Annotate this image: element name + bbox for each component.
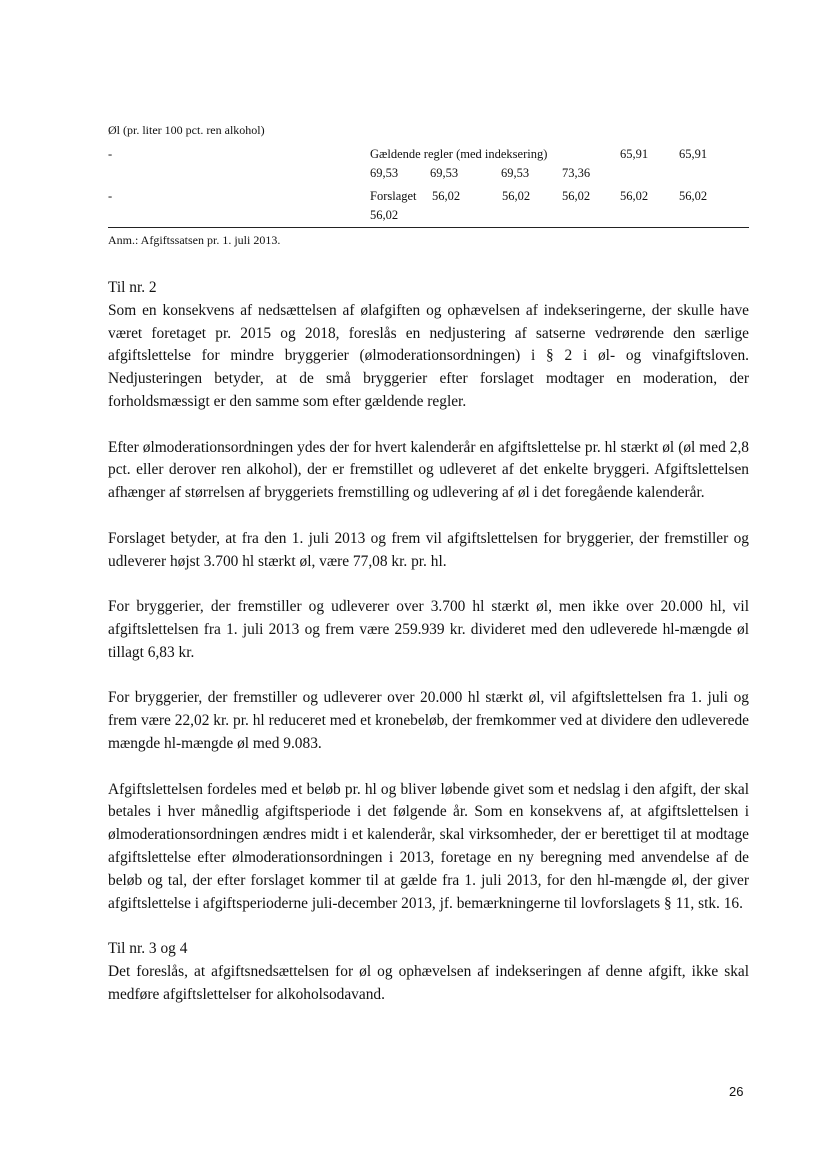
paragraph: For bryggerier, der fremstiller og udleverer over 3.700 hl stærkt øl, men ikke over 20.000 hl, vil afgiftslettelsen fra 1. juli 2013 og frem være 259.939 kr. divideret med den udleverede hl-mængde øl tillagt 6,83 kr. (108, 598, 749, 661)
paragraph: Afgiftslettelsen fordeles med et beløb pr. hl og bliver løbende givet som et nedslag i den afgift, der skal betales i hver månedlig afgiftsperiode i det følgende år. Som en konsekvens af, at afgiftslettelsen i ølmoderationsordningen ændres midt i et kalenderår, skal virksomheder, der er berettiget til at modtage afgiftslettelse efter ølmoderationsordningen i 2013, foretage en ny beregning med anvendelse af de beløb og tal, der efter forslaget kommer til at gælde fra 1. juli 2013, for den hl-mængde øl, der giver afgiftslettelse i afgiftsperioderne juli-december 2013, jf. bemærkningerne til lovforslagets § 11, stk. 16. (108, 780, 749, 912)
value-cell: 65,91 (620, 147, 649, 161)
paragraph: Forslaget betyder, at fra den 1. juli 2013 og frem vil afgiftslettelsen for bryggerier, der fremstiller og udleverer højst 3.700 hl stærkt øl, være 77,08 kr. pr. hl. (108, 529, 749, 570)
section-paragraph (108, 277, 749, 414)
section-heading: Til nr. 3 og 4 (108, 940, 188, 958)
page-number: 26 (729, 1084, 744, 1099)
paragraph: For bryggerier, der fremstiller og udleverer over 20.000 hl stærkt øl, vil afgiftslettelsen fra 1. juli og frem være 22,02 kr. pr. hl reduceret med et kronebeløb, der fremkommer ved at dividere den udleverede mængde hl-mængde øl med 9.083. (108, 689, 749, 752)
value-cell: 56,02 (562, 189, 591, 203)
row-label: Forslaget (370, 189, 417, 203)
row-dash: - (108, 189, 113, 203)
value-cell: 65,91 (679, 147, 708, 161)
table-note: Anm.: Afgiftssatsen pr. 1. juli 2013. (108, 233, 281, 247)
value-cell: 56,02 (370, 208, 399, 222)
value-cell: 69,53 (501, 166, 530, 180)
value-cell: 56,02 (679, 189, 708, 203)
value-cell: 73,36 (562, 166, 591, 180)
table-title: Øl (pr. liter 100 pct. ren alkohol) (108, 123, 265, 137)
paragraph-text: Det foreslås, at afgiftsnedsættelsen for øl og ophævelsen af indekseringen af denne afgift, ikke skal medføre afgiftslettelser for alkoholsodavand. (108, 962, 749, 1003)
value-cell: 56,02 (502, 189, 531, 203)
value-cell: 56,02 (620, 189, 649, 203)
body-text (108, 277, 749, 1029)
value-cell: 69,53 (370, 166, 399, 180)
value-cell: 69,53 (430, 166, 459, 180)
row-dash: - (108, 147, 113, 161)
section-paragraph (108, 938, 749, 1006)
paragraph: Efter ølmoderationsordningen ydes der for hvert kalenderår en afgiftslettelse pr. hl stærkt øl (øl med 2,8 pct. eller derover ren alkohol), der er fremstillet og udleveret af det enkelte bryggeri. Afgiftslettelsen afhænger af størrelsen af bryggeriets fremstilling og udlevering af øl i det foregående kalenderår. (108, 438, 749, 502)
table-row (108, 189, 749, 229)
row-label: Gældende regler (med indeksering) (370, 147, 548, 161)
table-row (108, 147, 749, 187)
paragraph-text: Som en konsekvens af nedsættelsen af ølafgiften og ophævelsen af indekseringerne, der skulle have været foretaget pr. 2015 og 2018, foreslås en nedjustering af satserne vedrørende den særlige afgiftslettelse for mindre bryggerier (ølmoderationsordningen) i § 2 i øl- og vinafgiftsloven. Nedjusteringen betyder, at de små bryggerier efter forslaget modtager en moderation, der forholdsmæssigt er den samme som efter gældende regler. (108, 301, 749, 410)
value-cell: 56,02 (432, 189, 461, 203)
table-bottom-rule (108, 227, 749, 228)
section-heading: Til nr. 2 (108, 279, 157, 296)
